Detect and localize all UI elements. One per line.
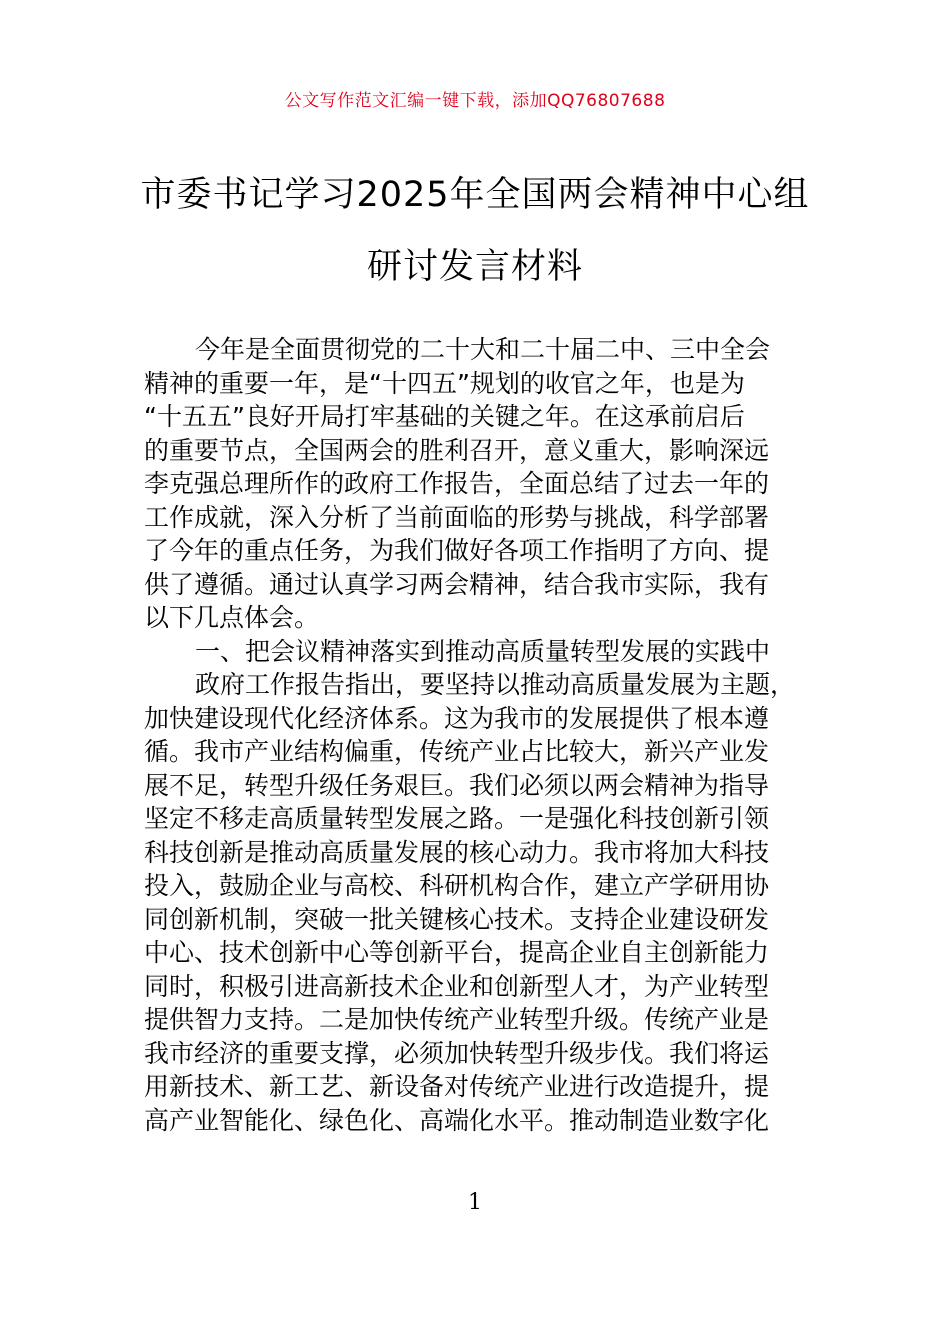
section-heading: 一、把会议精神落实到推动高质量转型发展的实践中 xyxy=(195,636,771,666)
paragraph-line: 供了遵循。通过认真学习两会精神，结合我市实际，我有 xyxy=(144,569,770,599)
paragraph-line: 李克强总理所作的政府工作报告，全面总结了过去一年的 xyxy=(144,469,770,498)
paragraph-line: 精神的重要一年，是“十四五”规划的收官之年，也是为 xyxy=(144,368,745,398)
paragraph-line: 高产业智能化、绿色化、高端化水平。推动制造业数字化 xyxy=(144,1105,770,1135)
paragraph-line: 展不足，转型升级任务艰巨。我们必须以两会精神为指导 xyxy=(144,770,770,800)
paragraph-line: 循。我市产业结构偏重，传统产业占比较大，新兴产业发 xyxy=(144,737,770,766)
paragraph-line: 加快建设现代化经济体系。这为我市的发展提供了根本遵 xyxy=(144,703,770,733)
paragraph-line: 投入，鼓励企业与高校、科研机构合作，建立产学研用协 xyxy=(144,871,770,900)
paragraph-line: 用新技术、新工艺、新设备对传统产业进行改造提升，提 xyxy=(144,1072,770,1101)
document-title-line-2: 研讨发言材料 xyxy=(366,247,583,287)
document-title-line-1: 市委书记学习2025年全国两会精神中心组 xyxy=(140,175,810,215)
page-number: 1 xyxy=(468,1190,482,1215)
paragraph-line: 坚定不移走高质量转型发展之路。一是强化科技创新引领 xyxy=(144,804,770,833)
body-text xyxy=(144,333,814,1137)
paragraph-line: 提供智力支持。二是加快传统产业转型升级。传统产业是 xyxy=(144,1005,770,1034)
paragraph-line: 今年是全面贯彻党的二十大和二十届二中、三中全会 xyxy=(195,335,771,364)
watermark-banner: 公文写作范文汇编一键下载，添加QQ76807688 xyxy=(284,91,666,111)
paragraph-line: 我市经济的重要支撑，必须加快转型升级步伐。我们将运 xyxy=(144,1038,770,1068)
paragraph-line: 科技创新是推动高质量发展的核心动力。我市将加大科技 xyxy=(144,837,770,867)
paragraph-line: 了今年的重点任务，为我们做好各项工作指明了方向、提 xyxy=(144,536,770,565)
paragraph-line: 政府工作报告指出，要坚持以推动高质量发展为主题， xyxy=(195,670,796,699)
paragraph-line: 工作成就，深入分析了当前面临的形势与挑战，科学部署 xyxy=(144,502,770,532)
paragraph-line: 的重要节点，全国两会的胜利召开，意义重大，影响深远 xyxy=(144,435,770,465)
paragraph-line: 同时，积极引进高新技术企业和创新型人才，为产业转型 xyxy=(144,971,770,1001)
paragraph-line: 同创新机制，突破一批关键核心技术。支持企业建设研发 xyxy=(144,904,770,934)
paragraph-line: 以下几点体会。 xyxy=(144,603,320,632)
paragraph-line: 中心、技术创新中心等创新平台，提高企业自主创新能力 xyxy=(144,938,770,967)
paragraph-line: “十五五”良好开局打牢基础的关键之年。在这承前启后 xyxy=(144,402,745,431)
